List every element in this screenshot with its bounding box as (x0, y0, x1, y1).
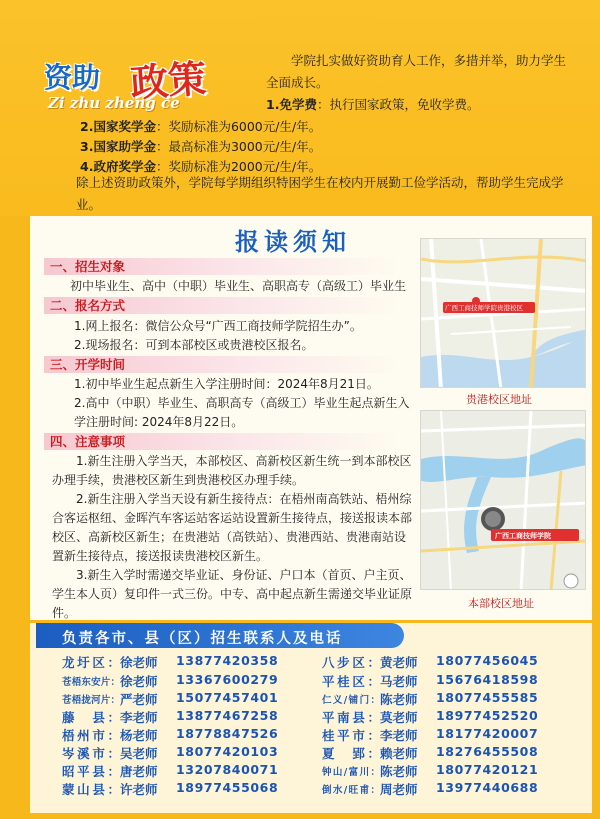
contact-name: 李老师 (380, 728, 418, 743)
contact-region: 岑溪市： (62, 746, 120, 761)
contact-phone[interactable]: 18077420103 (176, 744, 279, 759)
contact-region: 桂平市： (322, 728, 380, 743)
contact-region: 平桂区： (322, 674, 380, 689)
contact-phone[interactable]: 18276455508 (436, 744, 539, 759)
contact-phone[interactable]: 13367600279 (176, 672, 279, 687)
notes-item-2: 2.新生注册入学当天设有新生接待点：在梧州南高铁站、梧州综合客运枢纽、金晖汽车客运站客运站设置新生接待点，接送报读本部校区、高新校区新生；在贵港站（高铁站）、贵港西站、贵港南站设置新生接待点，接送报读贵港校区新生。 (52, 492, 413, 563)
contact-name: 徐老师 (120, 655, 158, 670)
notes-item-3: 3.新生入学时需递交毕业证、身份证、户口本（首页、户主页、学生本人页）复印件一式三份。中专、高中起点新生需递交毕业证原件。 (52, 568, 413, 620)
contact-name: 李老师 (120, 710, 158, 725)
contact-name: 马老师 (380, 674, 418, 689)
contact-phone[interactable]: 13877420358 (176, 653, 279, 668)
contact-region: 昭平县： (62, 764, 120, 779)
contact-name: 唐老师 (120, 764, 158, 779)
admission-target-text: 初中毕业生、高中（中职）毕业生、高职高专（高级工）毕业生 (70, 279, 407, 293)
policy-item-national-scholarship: 2.国家奖学金：奖励标准为6000元/生/年。 (80, 119, 322, 134)
notes-item-1: 1.新生注册入学当天，本部校区、高新校区新生统一到本部校区办理手续，贵港校区新生到贵港校区办理手续。 (52, 454, 412, 487)
logo-pinyin-text: Zi zhu zheng ce (48, 94, 180, 112)
contact-name: 黄老师 (380, 655, 418, 670)
logo-zhengce-text: 政策 (128, 55, 208, 106)
guigang-campus-map[interactable] (420, 238, 586, 388)
funding-policy-logo (44, 50, 234, 112)
contact-phone[interactable]: 18177420007 (436, 726, 539, 741)
start-date-junior-text: 1.初中毕业生起点新生入学注册时间：2024年8月21日。 (74, 377, 379, 391)
guigang-campus-caption: 贵港校区地址 (466, 393, 532, 406)
contact-phone[interactable]: 18778847526 (176, 726, 279, 741)
contact-phone[interactable]: 13877467258 (176, 708, 279, 723)
contact-name: 陈老师 (380, 764, 418, 779)
policy-final-note: 除上述资助政策外，学院每学期组织特困学生在校内开展勤工俭学活动，帮助学生完成学业。 (76, 175, 564, 212)
funding-policy-section (0, 0, 600, 216)
registration-online-text: 1.网上报名：微信公众号“广西工商技师学院招生办”。 (74, 319, 362, 333)
contact-phone[interactable]: 18077420121 (436, 762, 539, 777)
contacts-heading: 负责各市、县（区）招生联系人及电话 (62, 631, 343, 647)
contact-phone[interactable]: 15676418598 (436, 672, 539, 687)
contact-name: 吴老师 (120, 746, 158, 761)
contact-phone[interactable]: 18977452520 (436, 708, 539, 723)
guigang-map-marker-label: 广西工商技师学院贵港校区 (445, 304, 523, 312)
contact-region: 藤 县： (62, 710, 120, 725)
contact-region: 苍梧拢河片： (62, 695, 120, 706)
main-campus-map[interactable] (420, 410, 586, 590)
policy-intro: 学院扎实做好资助育人工作，多措并举，助力学生全面成长。 (266, 53, 567, 90)
contact-phone[interactable]: 15077457401 (176, 690, 279, 705)
start-date-senior-text: 2.高中（中职）毕业生、高职高专（高级工）毕业生起点新生入学注册时间: 2024年8月22日。 (74, 396, 410, 429)
contact-phone[interactable]: 13977440688 (436, 780, 539, 795)
contact-region: 仁义/铺门： (322, 695, 380, 706)
contact-region: 梧州市： (62, 728, 120, 743)
contact-region: 苍梧东安片： (62, 677, 120, 688)
contact-name: 周老师 (380, 782, 418, 797)
contact-phone[interactable]: 18077456045 (436, 653, 539, 668)
contact-region: 八步区： (322, 655, 380, 670)
contact-region: 平南县： (322, 710, 380, 725)
contact-name: 杨老师 (120, 728, 158, 743)
contact-region: 夏 郢： (322, 746, 380, 761)
registration-onsite-text: 2.现场报名：可到本部校区或贵港校区报名。 (74, 338, 314, 352)
section-heading-registration-method: 二、报名方式 (44, 297, 404, 314)
contact-region: 龙圩区： (62, 655, 120, 670)
section-heading-start-date: 三、开学时间 (44, 356, 404, 373)
contact-region: 蒙山县： (62, 782, 120, 797)
contact-phone[interactable]: 18077455585 (436, 690, 539, 705)
main-map-marker-label: 广西工商技师学院 (495, 532, 551, 540)
logo-zizhu-text: 资助 (44, 61, 101, 94)
contact-phone[interactable]: 13207840071 (176, 762, 279, 777)
main-campus-caption: 本部校区地址 (468, 597, 534, 610)
contact-region: 钟山/富川： (322, 767, 380, 778)
contact-name: 陈老师 (380, 692, 418, 707)
section-heading-notes: 四、注意事项 (44, 433, 404, 450)
notice-title: 报读须知 (235, 228, 351, 256)
contact-name: 严老师 (120, 692, 158, 707)
contact-phone[interactable]: 18977455068 (176, 780, 279, 795)
contact-name: 徐老师 (120, 674, 158, 689)
contact-name: 许老师 (120, 782, 158, 797)
policy-item-tuition: 1.免学费：执行国家政策，免收学费。 (266, 97, 480, 112)
section-heading-admission-target: 一、招生对象 (44, 258, 404, 275)
contact-name: 莫老师 (380, 710, 418, 725)
policy-item-national-grant: 3.国家助学金：最高标准为3000元/生/年。 (80, 139, 322, 154)
policy-item-government-scholarship: 4.政府奖学金：奖励标准为2000元/生/年。 (80, 159, 322, 174)
contact-name: 赖老师 (380, 746, 418, 761)
contact-region: 倒水/旺甫： (322, 785, 380, 796)
